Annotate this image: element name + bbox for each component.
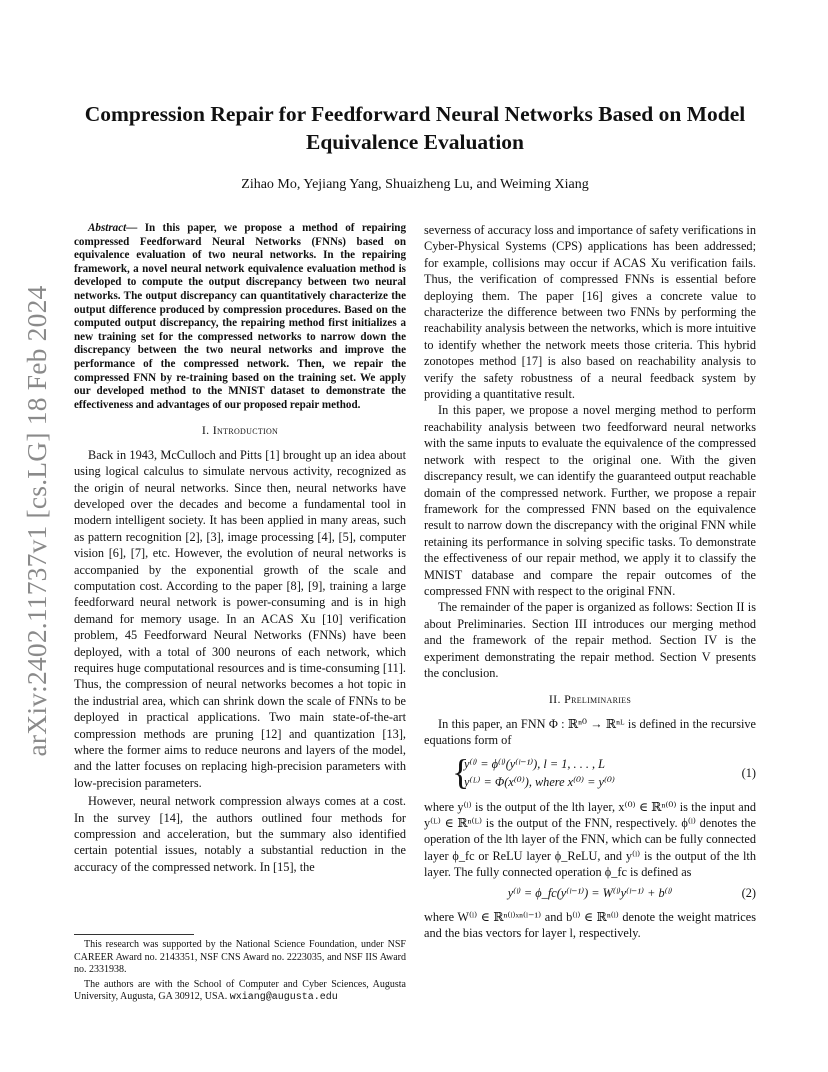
arxiv-identifier <box>22 286 52 756</box>
equation-1-line-2: y⁽ᴸ⁾ = Φ(x⁽⁰⁾), where x⁽⁰⁾ = y⁽⁰⁾ <box>464 774 615 789</box>
author-list: Zihao Mo, Yejiang Yang, Shuaizheng Lu, and Weiming Xiang <box>241 177 589 192</box>
prelim-paragraph-1: In this paper, an FNN Φ : ℝⁿ⁰ → ℝⁿᴸ is defined in the recursive equations form of <box>424 716 756 748</box>
equation-brace: { <box>452 751 470 792</box>
abstract-text: In this paper, we propose a method of repairing compressed Feedforward Neural Networks (FNNs) based on equivalence evaluation of two neural networks. In the repairing framework, a novel neural network equivalence evaluation method is developed to compute the output discrepancy between two neural networks. The output discrepancy can quantitatively characterize the output difference produced by compression procedures. Based on the computed output discrepancy, the repairing method first initializes a new training set for the compressed networks to narrow down the discrepancy between the two neural networks and improve the performance of the compressed network. Then, we repair the compressed FNN by re-training based on the training set. We apply our developed method to the MNIST dataset to demonstrate the effectiveness and advantages of our proposed repair method. <box>74 222 406 411</box>
author-email: wxiang@augusta.edu <box>229 992 338 1004</box>
intro-paragraph-1: Back in 1943, McCulloch and Pitts [1] brought up an idea about using logical calculus to simulate nervous activity, recognized as the origin of neural networks. Since then, neural networks have developed over the decades and become a fundamental tool in modern intelligent society. It has been applied in many areas, such as pattern recognition [2], [3], image processing [4], [5], computer vision [6], [7], etc. However, the evolution of neural networks is accompanied by the exponential growth of the scale and computation cost. According to the paper [8], [9], training a large feedforward neural network is power-consuming and is in high demand for memory usage. In an ACAS Xu [10] verification problem, 45 Feedforward Neural Networks (FNNs) have been deployed, with a total of 300 neurons of each network, which requires huge computational resources and is time-consuming [11]. Thus, the compression of neural networks becomes a hot topic in the industrial area, which can shrink down the scale of FNNs to be deployed in practical applications. Two main state-of-the-art compression methods are pruning [12] and quantization [13], where the former aims to reduce neurons and layers of the model, and the latter focuses on replacing high-precision parameters with low-precision parameters. <box>74 447 406 790</box>
equation-1 <box>424 751 756 793</box>
arxiv-identifier-text: arXiv:2402.11737v1 [cs.LG] 18 Feb 2024 <box>21 285 52 757</box>
equation-2 <box>424 885 756 905</box>
footnotes <box>74 934 406 1005</box>
equation-2-body: y⁽ˡ⁾ = ϕ_fc(y⁽ˡ⁻¹⁾) = W⁽ˡ⁾y⁽ˡ⁻¹⁾ + b⁽ˡ⁾ <box>507 885 673 900</box>
intro-paragraph-2: However, neural network compression always comes at a cost. In the survey [14], the authors outlined four methods for compression and acceleration, but the summary also identified certain potential issues, notably a substantial reduction in the accuracy of the compressed network. In [15], the <box>74 794 406 874</box>
equation-2-number: (2) <box>741 885 756 900</box>
title-line-2: Equivalence Evaluation <box>305 130 525 154</box>
right-paragraph-2: In this paper, we propose a novel merging method to perform reachability analysis between two feedforward neural networks with the same inputs to evaluate the equivalence of the compressed network with respect to the original one. With the given discrepancy result, we can identify the guaranteed output reachable domain of the compressed network. Further, we propose a repair framework for the compressed FNN based on the equivalence result to narrow down the discrepancy with the original FNN while retaining its performance in solving specific tasks. To demonstrate the effectiveness of our repair method, we apply it to classify the MNIST database and compare the repair outcomes of the compressed FNN with respect to the original FNN. <box>424 403 756 598</box>
right-paragraph-3: The remainder of the paper is organized as follows: Section II is about Preliminaries. Section III introduces our merging method and the framework of the repair method. Section IV is the experiment demonstrating the repair method. Section V presents the conclusion. <box>424 600 756 680</box>
prelim-paragraph-3: where W⁽ˡ⁾ ∈ ℝⁿ⁽ˡ⁾ˣⁿ⁽ˡ⁻¹⁾ and b⁽ˡ⁾ ∈ ℝⁿ⁽ˡ⁾ denote the weight matrices and the bias vectors for layer l, respectively. <box>424 909 756 941</box>
title-line-1: Compression Repair for Feedforward Neural Networks Based on Model <box>84 102 746 126</box>
equation-1-line-1: y⁽ˡ⁾ = ϕ⁽ˡ⁾(y⁽ˡ⁻¹⁾), l = 1, . . . , L <box>464 756 605 771</box>
footnote-funding: This research was supported by the National Science Foundation, under NSF CAREER Award no. 2143351, NSF CNS Award no. 2223035, and NSF IIS Award no. 2331938. <box>74 939 406 976</box>
section-heading-preliminaries: II. Preliminaries <box>548 692 632 707</box>
abstract-label: Abstract— <box>88 222 138 234</box>
right-paragraph-1: severness of accuracy loss and importance of safety verifications in Cyber-Physical Systems (CPS) applications has been addressed; for example, collisions may occur if ACAS Xu verification fails. Thus, the verification of compressed FNNs is essential before deploying them. The paper [16] gives a concrete value to characterize the difference between two FNNs by performing the reachability analysis between the networks, which is more intuitive to identify whether the network meets those criteria. This hybrid zonotopes method [17] is also based on reachability analysis to verify the safety robustness of a neural feedback system by providing a quantitative result. <box>424 223 756 402</box>
equation-1-number: (1) <box>741 765 756 780</box>
paper-title <box>60 100 770 156</box>
footnote-affiliation: The authors are with the School of Computer and Cyber Sciences, Augusta University, Augusta, GA 30912, USA. wxiang@augusta.edu <box>74 978 406 1004</box>
abstract <box>74 222 406 412</box>
right-column <box>424 222 756 941</box>
section-heading-introduction: I. Introduction <box>201 423 279 438</box>
footnote-divider <box>74 934 194 935</box>
prelim-paragraph-2: where y⁽ˡ⁾ is the output of the lth layer, x⁽⁰⁾ ∈ ℝⁿ⁽⁰⁾ is the input and y⁽ᴸ⁾ ∈ ℝⁿ⁽ᴸ⁾ is the output of the FNN, respectively. ϕ⁽ˡ⁾ denotes the operation of the lth layer of the FNN, which can be fully connected layer ϕ_fc or ReLU layer ϕ_ReLU, and y⁽ˡ⁾ is the output of the lth layer. The fully connected operation ϕ_fc is defined as <box>424 799 756 880</box>
left-column <box>74 222 406 875</box>
